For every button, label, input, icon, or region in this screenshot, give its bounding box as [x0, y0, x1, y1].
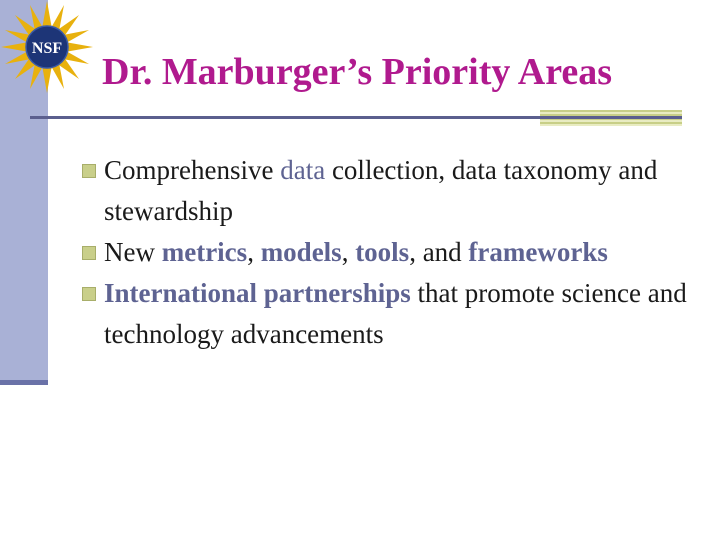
bullet-text: that promote science and technology advancements: [104, 278, 687, 349]
bullet-text: , and: [409, 237, 469, 267]
bullet-item: [82, 273, 702, 355]
bullet-text: ,: [247, 237, 261, 267]
bullet-keyword: International partnerships: [104, 278, 411, 308]
bullet-keyword: metrics: [161, 237, 248, 267]
slide-title: Dr. Marburger’s Priority Areas: [102, 51, 613, 93]
square-bullet-icon: [82, 246, 96, 260]
bullet-list: [82, 150, 702, 355]
bullet-keyword: data: [280, 155, 326, 185]
left-sidebar-edge: [0, 380, 48, 385]
square-bullet-icon: [82, 287, 96, 301]
bullet-keyword: tools: [355, 237, 410, 267]
nsf-logo-icon: [1, 0, 97, 100]
title-rule: [30, 116, 682, 119]
bullet-keyword: models: [260, 237, 342, 267]
bullet-item: [82, 232, 702, 273]
bullet-keyword: frameworks: [468, 237, 608, 267]
square-bullet-icon: [82, 164, 96, 178]
bullet-text: Comprehensive: [104, 155, 281, 185]
bullet-text: New: [104, 237, 162, 267]
bullet-item: [82, 150, 702, 232]
bullet-text: collection, data taxonomy and stewardship: [104, 155, 658, 226]
logo-text: NSF: [31, 40, 63, 57]
bullet-text: ,: [341, 237, 356, 267]
